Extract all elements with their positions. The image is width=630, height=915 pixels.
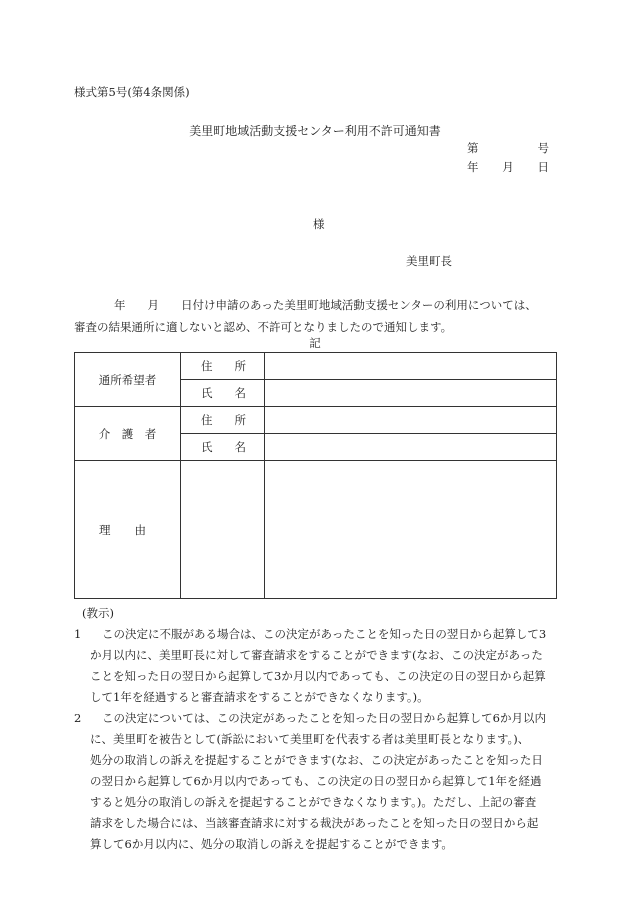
notice-body bbox=[74, 294, 559, 338]
name-char-2: 名 bbox=[234, 386, 246, 400]
ki-heading: 記 bbox=[309, 336, 321, 350]
caregiver-address-label bbox=[181, 407, 265, 434]
reason-label bbox=[75, 461, 181, 599]
caregiver-name-label bbox=[181, 434, 265, 461]
notice-body-line-2: 審査の結果通所に適しないと認め、不許可となりましたので通知します。 bbox=[74, 320, 453, 334]
note-item bbox=[74, 624, 564, 708]
note-line: 算して6か月以内に、処分の取消しの訴えを提起することができます。 bbox=[90, 837, 453, 851]
note-number: 1 bbox=[74, 627, 82, 641]
address-char-1: 住 bbox=[201, 359, 213, 373]
number-prefix: 第 bbox=[467, 141, 479, 155]
caregiver-address-value bbox=[265, 407, 557, 434]
reason-sub-cell bbox=[181, 461, 265, 599]
address-char-1: 住 bbox=[201, 413, 213, 427]
address-char-2: 所 bbox=[234, 413, 246, 427]
document-date-line bbox=[467, 162, 549, 174]
name-char-1: 氏 bbox=[201, 440, 213, 454]
date-day: 日 bbox=[537, 160, 549, 174]
applicant-name-value bbox=[265, 380, 557, 407]
reason-row bbox=[75, 461, 557, 599]
note-number: 2 bbox=[74, 711, 82, 725]
notice-body-line-1 bbox=[74, 294, 559, 316]
reason-char-2: 由 bbox=[134, 522, 146, 537]
note-line: して1年を経過すると審査請求をすることができなくなります。)。 bbox=[90, 690, 429, 704]
name-char-2: 名 bbox=[234, 440, 246, 454]
note-line: か月以内に、美里町長に対して審査請求をすることができます(なお、この決定があった bbox=[90, 648, 543, 662]
instruction-notes bbox=[74, 604, 564, 855]
body-line-1-rest: 日付け申請のあった美里町地域活動支援センターの利用については、 bbox=[181, 298, 537, 312]
date-year: 年 bbox=[467, 160, 479, 174]
note-line: の翌日から起算して6か月以内であっても、この決定の日の翌日から起算して1年を経過 bbox=[90, 774, 542, 788]
date-month: 月 bbox=[502, 160, 514, 174]
applicant-name-label bbox=[181, 380, 265, 407]
note-line: 処分の取消しの訴えを提起することができます(なお、この決定があったことを知った日 bbox=[90, 753, 543, 767]
notes-heading: (教示) bbox=[82, 606, 114, 620]
applicant-label: 通所希望者 bbox=[75, 353, 181, 407]
note-line: この決定に不服がある場合は、この決定があったことを知った日の翌日から起算して3 bbox=[102, 627, 547, 641]
reason-char-1: 理 bbox=[99, 522, 111, 537]
caregiver-label: 介 護 者 bbox=[75, 407, 181, 461]
applicant-address-label bbox=[181, 353, 265, 380]
note-item bbox=[74, 708, 564, 855]
body-year: 年 bbox=[114, 298, 126, 312]
body-month: 月 bbox=[147, 298, 159, 312]
document-number-line bbox=[467, 143, 549, 155]
number-suffix: 号 bbox=[537, 141, 549, 155]
note-line: ことを知った日の翌日から起算して3か月以内であっても、この決定の日の翌日から起算 bbox=[90, 669, 546, 683]
applicant-address-row bbox=[75, 353, 557, 380]
addressee-honorific: 様 bbox=[313, 217, 325, 231]
name-char-1: 氏 bbox=[201, 386, 213, 400]
note-line: すると処分の取消しの訴えを提起することができなくなります。)。ただし、上記の審査 bbox=[90, 795, 537, 809]
caregiver-address-row bbox=[75, 407, 557, 434]
form-number-label: 様式第5号(第4条関係) bbox=[74, 85, 190, 99]
note-line: 請求をした場合には、当該審査請求に対する裁決があったことを知った日の翌日から起 bbox=[90, 816, 539, 830]
caregiver-name-value bbox=[265, 434, 557, 461]
document-title: 美里町地域活動支援センター利用不許可通知書 bbox=[189, 124, 441, 138]
note-line: この決定については、この決定があったことを知った日の翌日から起算して6か月以内 bbox=[102, 711, 546, 725]
address-char-2: 所 bbox=[234, 359, 246, 373]
reason-value bbox=[265, 461, 557, 599]
details-table bbox=[74, 352, 557, 599]
applicant-address-value bbox=[265, 353, 557, 380]
issuer-name: 美里町長 bbox=[406, 254, 452, 268]
note-line: に、美里町を被告として(訴訟において美里町を代表する者は美里町長となります。)、 bbox=[90, 732, 530, 746]
